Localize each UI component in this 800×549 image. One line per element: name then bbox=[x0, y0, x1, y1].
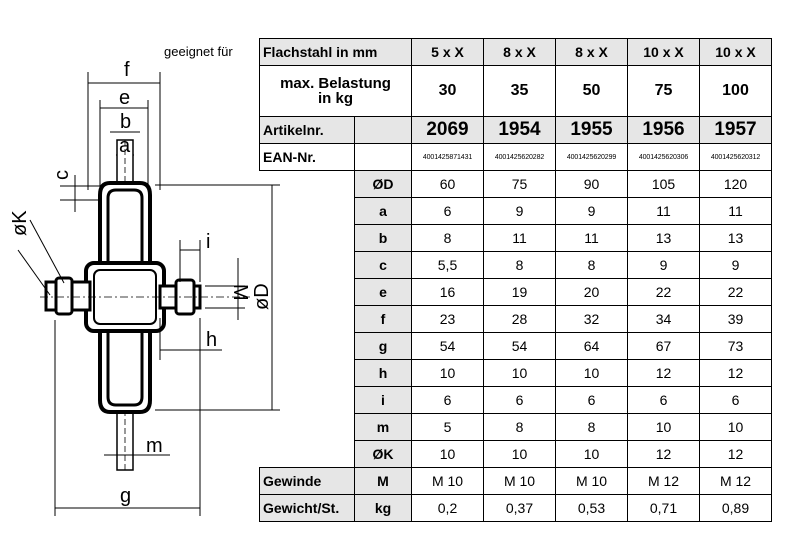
dim-label-ok: øK bbox=[9, 210, 31, 236]
dimension-cell: 19 bbox=[484, 279, 556, 306]
gewinde-cell: M 10 bbox=[484, 468, 556, 495]
gewicht-cell: 0,89 bbox=[700, 495, 772, 522]
dimension-symbol: i bbox=[355, 387, 412, 414]
dimension-cell: 64 bbox=[556, 333, 628, 360]
dimension-cell: 8 bbox=[556, 414, 628, 441]
flachstahl-row bbox=[260, 39, 772, 66]
size-cell: 10 x X bbox=[700, 39, 772, 66]
dimension-cell: 6 bbox=[412, 198, 484, 225]
load-cell: 35 bbox=[484, 66, 556, 117]
size-cell: 5 x X bbox=[412, 39, 484, 66]
dimension-cell: 16 bbox=[412, 279, 484, 306]
dimension-cell: 54 bbox=[484, 333, 556, 360]
spec-table bbox=[259, 38, 772, 522]
dimension-cell: 13 bbox=[628, 225, 700, 252]
dimension-cell: 12 bbox=[628, 441, 700, 468]
dimension-row bbox=[260, 171, 772, 198]
gewicht-row bbox=[260, 495, 772, 522]
dimension-cell: 11 bbox=[700, 198, 772, 225]
dimension-cell: 12 bbox=[700, 360, 772, 387]
dimension-row bbox=[260, 279, 772, 306]
dim-label-c: c bbox=[51, 170, 73, 180]
dimension-blank bbox=[260, 171, 355, 198]
dimension-cell: 10 bbox=[484, 441, 556, 468]
artikel-row bbox=[260, 117, 772, 144]
dimension-cell: 9 bbox=[628, 252, 700, 279]
dimension-row bbox=[260, 252, 772, 279]
dimension-blank bbox=[260, 198, 355, 225]
artikel-cell: 1956 bbox=[628, 117, 700, 144]
dim-label-a: a bbox=[119, 135, 131, 157]
intro-label: geeignet für bbox=[164, 44, 233, 59]
dimension-symbol: a bbox=[355, 198, 412, 225]
dim-label-e: e bbox=[119, 87, 131, 109]
dimension-symbol: g bbox=[355, 333, 412, 360]
dimension-cell: 10 bbox=[628, 414, 700, 441]
dimension-symbol: c bbox=[355, 252, 412, 279]
dimension-symbol: e bbox=[355, 279, 412, 306]
gewicht-cell: 0,2 bbox=[412, 495, 484, 522]
dimension-cell: 73 bbox=[700, 333, 772, 360]
dimension-cell: 60 bbox=[412, 171, 484, 198]
dimension-cell: 11 bbox=[484, 225, 556, 252]
gewinde-cell: M 12 bbox=[700, 468, 772, 495]
gewicht-label: Gewicht/St. bbox=[260, 495, 355, 522]
dimension-blank bbox=[260, 387, 355, 414]
dimension-cell: 39 bbox=[700, 306, 772, 333]
dim-label-m: m bbox=[146, 435, 163, 457]
load-row bbox=[260, 66, 772, 117]
dimension-symbol: b bbox=[355, 225, 412, 252]
dimension-cell: 54 bbox=[412, 333, 484, 360]
dimension-symbol: h bbox=[355, 360, 412, 387]
dimension-blank bbox=[260, 252, 355, 279]
gewinde-row bbox=[260, 468, 772, 495]
gewinde-label: Gewinde bbox=[260, 468, 355, 495]
artikel-label: Artikelnr. bbox=[260, 117, 355, 144]
dimension-cell: 23 bbox=[412, 306, 484, 333]
dimension-cell: 10 bbox=[412, 441, 484, 468]
dim-label-b: b bbox=[120, 111, 132, 133]
gewinde-cell: M 10 bbox=[412, 468, 484, 495]
dimension-cell: 11 bbox=[628, 198, 700, 225]
dimension-cell: 120 bbox=[700, 171, 772, 198]
dimension-cell: 28 bbox=[484, 306, 556, 333]
ean-cell: 4001425620282 bbox=[484, 144, 556, 171]
dimension-row bbox=[260, 198, 772, 225]
dimension-blank bbox=[260, 414, 355, 441]
dimension-cell: 6 bbox=[484, 387, 556, 414]
dimension-symbol: ØK bbox=[355, 441, 412, 468]
size-cell: 8 x X bbox=[484, 39, 556, 66]
dimension-symbol: ØD bbox=[355, 171, 412, 198]
dimension-cell: 8 bbox=[556, 252, 628, 279]
dim-label-i: i bbox=[206, 231, 211, 253]
load-label-line1: max. Belastung bbox=[280, 75, 391, 92]
dimension-cell: 6 bbox=[412, 387, 484, 414]
dimension-cell: 20 bbox=[556, 279, 628, 306]
dimension-cell: 6 bbox=[700, 387, 772, 414]
dimension-blank bbox=[260, 279, 355, 306]
load-cell: 50 bbox=[556, 66, 628, 117]
dimension-cell: 8 bbox=[484, 252, 556, 279]
ean-cell: 4001425620306 bbox=[628, 144, 700, 171]
dimension-blank bbox=[260, 333, 355, 360]
dimension-cell: 8 bbox=[412, 225, 484, 252]
load-cell: 30 bbox=[412, 66, 484, 117]
dimension-cell: 67 bbox=[628, 333, 700, 360]
dimension-row bbox=[260, 225, 772, 252]
dimension-cell: 10 bbox=[556, 441, 628, 468]
dimension-blank bbox=[260, 441, 355, 468]
dimension-cell: 11 bbox=[556, 225, 628, 252]
dimension-row bbox=[260, 360, 772, 387]
gewinde-cell: M 10 bbox=[556, 468, 628, 495]
dimension-cell: 22 bbox=[628, 279, 700, 306]
dimension-cell: 5 bbox=[412, 414, 484, 441]
dimension-rows bbox=[260, 171, 772, 468]
dimension-cell: 6 bbox=[628, 387, 700, 414]
gewicht-symbol: kg bbox=[355, 495, 412, 522]
gewicht-cell: 0,37 bbox=[484, 495, 556, 522]
artikel-cell: 1954 bbox=[484, 117, 556, 144]
dimension-cell: 9 bbox=[700, 252, 772, 279]
dim-label-f: f bbox=[124, 59, 130, 81]
ean-spacer bbox=[355, 144, 412, 171]
load-label-line2: in kg bbox=[317, 90, 353, 107]
size-cell: 10 x X bbox=[628, 39, 700, 66]
artikel-cell: 1955 bbox=[556, 117, 628, 144]
size-cell: 8 x X bbox=[556, 39, 628, 66]
wheel-technical-drawing bbox=[0, 0, 273, 549]
dimension-cell: 8 bbox=[484, 414, 556, 441]
dimension-cell: 32 bbox=[556, 306, 628, 333]
load-label bbox=[260, 66, 412, 117]
ean-cell: 4001425620299 bbox=[556, 144, 628, 171]
ean-cell: 4001425620312 bbox=[700, 144, 772, 171]
load-cell: 100 bbox=[700, 66, 772, 117]
dimension-blank bbox=[260, 360, 355, 387]
artikel-cell: 2069 bbox=[412, 117, 484, 144]
ean-cell: 4001425871431 bbox=[412, 144, 484, 171]
dim-label-g: g bbox=[120, 485, 132, 507]
dimension-cell: 13 bbox=[700, 225, 772, 252]
dimension-row bbox=[260, 333, 772, 360]
flachstahl-label: Flachstahl in mm bbox=[260, 39, 412, 66]
dimension-symbol: f bbox=[355, 306, 412, 333]
dimension-cell: 12 bbox=[628, 360, 700, 387]
load-cell: 75 bbox=[628, 66, 700, 117]
artikel-cell: 1957 bbox=[700, 117, 772, 144]
gewicht-cell: 0,53 bbox=[556, 495, 628, 522]
dimension-cell: 5,5 bbox=[412, 252, 484, 279]
ean-label: EAN-Nr. bbox=[260, 144, 355, 171]
dimension-cell: 9 bbox=[556, 198, 628, 225]
dim-label-h: h bbox=[206, 329, 218, 351]
dimension-cell: 34 bbox=[628, 306, 700, 333]
dimension-cell: 90 bbox=[556, 171, 628, 198]
dimension-row bbox=[260, 441, 772, 468]
dimension-row bbox=[260, 306, 772, 333]
dimension-blank bbox=[260, 225, 355, 252]
dimension-row bbox=[260, 414, 772, 441]
dimension-cell: 9 bbox=[484, 198, 556, 225]
dimension-cell: 22 bbox=[700, 279, 772, 306]
dimension-blank bbox=[260, 306, 355, 333]
artikel-spacer bbox=[355, 117, 412, 144]
ean-row bbox=[260, 144, 772, 171]
dimension-row bbox=[260, 387, 772, 414]
gewinde-symbol: M bbox=[355, 468, 412, 495]
dimension-cell: 10 bbox=[556, 360, 628, 387]
dimension-cell: 75 bbox=[484, 171, 556, 198]
dimension-cell: 105 bbox=[628, 171, 700, 198]
dimension-symbol: m bbox=[355, 414, 412, 441]
dim-label-m-thread: M bbox=[229, 284, 251, 301]
dimension-cell: 12 bbox=[700, 441, 772, 468]
dim-label-od: øD bbox=[251, 283, 273, 310]
dimension-cell: 10 bbox=[484, 360, 556, 387]
dimension-cell: 6 bbox=[556, 387, 628, 414]
gewicht-cell: 0,71 bbox=[628, 495, 700, 522]
dimension-cell: 10 bbox=[700, 414, 772, 441]
gewinde-cell: M 12 bbox=[628, 468, 700, 495]
dimension-cell: 10 bbox=[412, 360, 484, 387]
